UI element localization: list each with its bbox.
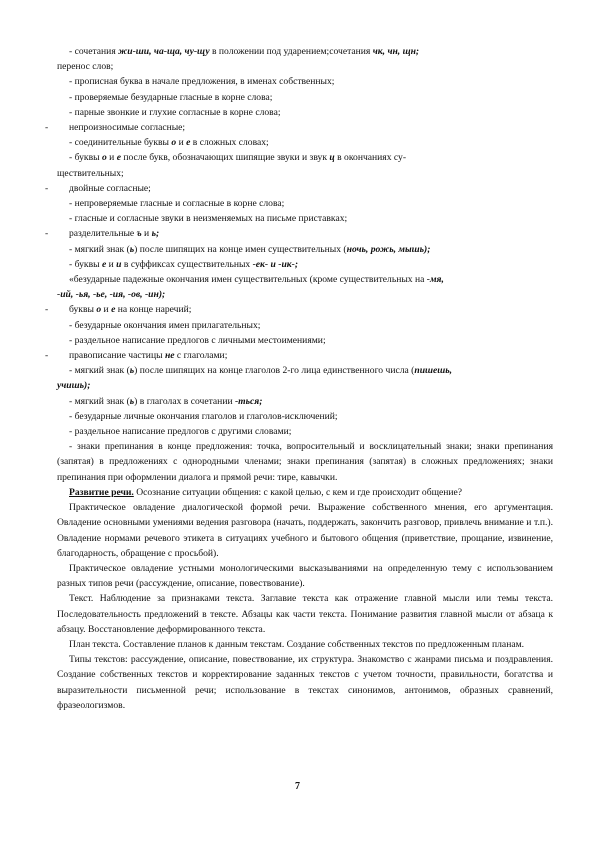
list-text: после букв, обозначающих шипящие звуки и звук [120, 152, 330, 164]
list-text: перенос слов; [57, 61, 114, 73]
emphasis-text: не [164, 350, 175, 362]
list-text: в положении под ударением;сочетания [209, 46, 373, 57]
bullet-dash: - [45, 182, 49, 194]
list-item [45, 120, 553, 135]
emphasis-text: ъ [136, 228, 142, 240]
list-text: в суффиксах существительных [121, 258, 253, 270]
emphasis-text: ь [129, 395, 135, 407]
bullet-dash: - [45, 350, 49, 362]
list-item [45, 181, 553, 196]
list-item [57, 59, 553, 74]
list-text: - мягкий знак ( [69, 243, 130, 255]
list-text: - прописная буква в начале предложения, в именах собственных; [69, 76, 335, 88]
list-item [57, 287, 553, 302]
list-text: - буквы [69, 152, 102, 164]
emphasis-text: чк, чн, щн; [372, 46, 420, 57]
list-text: - раздельное написание предлогов с другими словами; [69, 426, 292, 438]
emphasis-text: жи-ши, ча-ща, чу-щу [118, 46, 210, 57]
list-item [57, 272, 553, 287]
list-text: на конце наречий; [115, 304, 192, 316]
list-text: и [176, 137, 187, 149]
document-page [45, 44, 553, 824]
list-item [57, 150, 553, 165]
list-item [57, 211, 553, 226]
list-item [57, 318, 553, 333]
emphasis-text: и [116, 258, 122, 270]
list-item [57, 44, 553, 59]
emphasis-text: пишешь, [414, 365, 453, 377]
list-text: - мягкий знак ( [69, 395, 130, 407]
list-text: - парные звонкие и глухие согласные в корне слова; [69, 106, 281, 118]
emphasis-text: е [101, 258, 107, 270]
list-item [57, 409, 553, 424]
emphasis-text: е [186, 137, 191, 149]
list-item [57, 257, 553, 272]
emphasis-text: учишь); [57, 380, 91, 392]
bullet-dash: - [45, 228, 49, 240]
list-text: - проверяемые безударные гласные в корне слова; [69, 91, 273, 103]
list-text: в окончаниях су- [334, 152, 407, 164]
emphasis-text: -ться; [234, 395, 263, 407]
list-text: - безударные окончания имен прилагательных; [69, 319, 261, 331]
list-item [57, 90, 553, 105]
emphasis-text: -ий, -ья, -ье, -ия, -ов, -ин); [57, 289, 166, 301]
list-text: - непроверяемые гласные и согласные в корне слова; [69, 198, 285, 210]
emphasis-text: ц [329, 152, 335, 164]
list-text: ) после шипящих на конце имен существительных ( [134, 243, 347, 255]
emphasis-text: о [96, 304, 102, 316]
list-item [57, 363, 553, 378]
list-text: двойные согласные; [69, 182, 151, 194]
list-item [57, 166, 553, 181]
list-item [57, 333, 553, 348]
list-item [57, 242, 553, 257]
emphasis-text: о [101, 152, 107, 164]
page-number: 7 [295, 781, 300, 792]
emphasis-text: ь; [151, 228, 160, 240]
emphasis-text: -мя, [426, 274, 444, 286]
list-text: - безударные личные окончания глаголов и глаголов-исключений; [69, 410, 338, 422]
emphasis-text: -ек- и -ик-; [252, 258, 299, 270]
emphasis-text: ь [129, 243, 135, 255]
list-item [57, 74, 553, 89]
bullet-dash: - [45, 304, 49, 316]
list-text: - раздельное написание предлогов с личными местоимениями; [69, 334, 326, 346]
list-text: - буквы [69, 258, 102, 270]
list-text: и [101, 304, 112, 316]
emphasis-text: ь [129, 365, 135, 377]
list-text: правописание частицы [69, 350, 165, 362]
list-text: - сочетания [69, 46, 119, 57]
list-text: и [141, 228, 152, 240]
speech-development-paragraph: Развитие речи. Осознание ситуации общения: с какой целью, с кем и где происходит общение? [69, 486, 463, 498]
bullet-dash: - [45, 122, 49, 134]
spelling-rules-list-1 [45, 44, 553, 272]
list-text: разделительные [69, 228, 137, 240]
punctuation-paragraph: - знаки препинания в конце предложения: точка, вопросительный и восклицательный знаки; знаки препинания (запятая) в предложениях с однородными членами; знаки препинания (запятая) в сложных предложениях; знаки препинания при оформлении диалога и прямой речи: тире, кавычки. [57, 441, 553, 483]
list-item [57, 424, 553, 439]
speech-development-label: Развитие речи. [69, 486, 134, 498]
list-text: ) в глаголах в сочетании [134, 395, 235, 407]
body-paragraph-text: Текст. Наблюдение за признаками текста. Заглавие текста как отражение главной мысли или темы текста. Последовательность предложений в тексте. Абзацы как части текста. Понимание развития главной мысли от абзаца к абзацу. Восстановление деформированного текста. [57, 593, 553, 635]
list-text: и [106, 258, 117, 270]
list-text: буквы [69, 304, 97, 316]
emphasis-text: е [116, 152, 121, 164]
list-item [45, 302, 553, 317]
list-item [57, 394, 553, 409]
emphasis-text: о [171, 137, 177, 149]
list-text: с глаголами; [174, 350, 228, 362]
list-item [57, 135, 553, 150]
emphasis-text: ночь, рожь, мышь); [346, 243, 431, 255]
emphasis-text: е [111, 304, 116, 316]
body-paragraph-types: Типы текстов: рассуждение, описание, повествование, их структура. Знакомство с жанрами письма и поздравления. Создание собственных текстов и корректирование заданных текстов с учетом точности, правильности, богатства и выразительности письменной речи; использование в текстах синонимов, антонимов, образных сравнений, фразеологизмов. [57, 654, 553, 711]
list-text: непроизносимые согласные; [69, 122, 186, 134]
body-paragraph-monolog: Практическое овладение устными монологическими высказываниями на определенную тему с использованием разных типов речи (рассуждение, описание, повествование). [57, 562, 553, 590]
list-text: «безударные падежные окончания имен существительных (кроме существительных на [69, 274, 427, 286]
list-text: и [106, 152, 117, 164]
list-text: в сложных словах; [190, 137, 269, 149]
list-text: ществительных; [57, 167, 124, 179]
body-paragraph-plan: План текста. Составление планов к данным текстам. Создание собственных текстов по предложенным планам. [69, 638, 525, 650]
list-text: - мягкий знак ( [69, 365, 130, 377]
list-item [57, 378, 553, 393]
spelling-rules-list-2 [45, 272, 553, 439]
list-item [57, 196, 553, 211]
list-item [45, 348, 553, 363]
list-item [57, 105, 553, 120]
list-text: - гласные и согласные звуки в неизменяемых на письме приставках; [69, 213, 348, 225]
list-text: ) после шипящих на конце глаголов 2-го лица единственного числа ( [134, 365, 415, 377]
body-paragraph-dialog: Практическое овладение диалогической формой речи. Выражение собственного мнения, его аргументация. Овладение основными умениями ведения разговора (начать, поддержать, закончить разговор, привлечь внимание и т.п.). Овладение нормами речевого этикета в ситуациях учебного и бытового общения (приветствие, прощание, извинение, благодарность, обращение с просьбой). [57, 502, 553, 559]
list-text: - соединительные буквы [69, 137, 172, 149]
list-item [45, 226, 553, 241]
